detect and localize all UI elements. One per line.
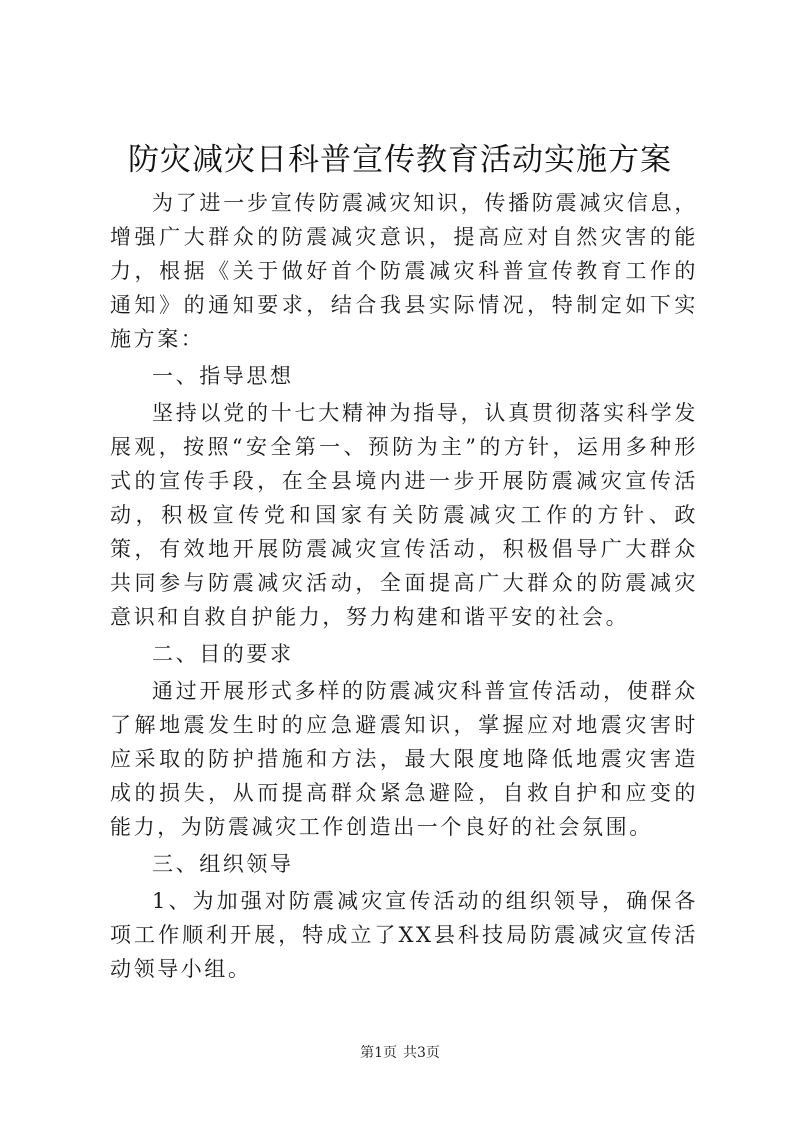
document-title: 防灾减灾日科普宣传教育活动实施方案 (128, 142, 672, 178)
organization-paragraph: 1、为加强对防震减灾宣传活动的组织领导，确保各项工作顺利开展，特成立了XX县科技局防震减灾宣传活动领导小组。 (110, 889, 698, 981)
page-total: 共3页 (403, 1045, 440, 1061)
section-heading-objectives: 二、目的要求 (152, 642, 294, 666)
section-heading-organization: 三、组织领导 (152, 852, 294, 876)
page-number: 第1页 (360, 1045, 397, 1061)
intro-paragraph: 为了进一步宣传防震减灾知识，传播防震减灾信息，增强广大群众的防震减灾意识，提高应对自然灾害的能力，根据《关于做好首个防震减灾科普宣传教育工作的通知》的通知要求，结合我县实际情况，特制定如下实施方案： (110, 191, 698, 351)
page-footer (0, 1043, 800, 1063)
document-body (110, 186, 698, 986)
section-heading-guiding-thought: 一、指导思想 (152, 364, 294, 388)
objectives-paragraph: 通过开展形式多样的防震减灾科普宣传活动，使群众了解地震发生时的应急避震知识，掌握应对地震灾害时应采取的防护措施和方法，最大限度地降低地震灾害造成的损失，从而提高群众紧急避险，自救自护和应变的能力，为防震减灾工作创造出一个良好的社会氛围。 (110, 679, 698, 839)
guiding-thought-paragraph: 坚持以党的十七大精神为指导，认真贯彻落实科学发展观，按照“安全第一、预防为主”的方针，运用多种形式的宣传手段，在全县境内进一步开展防震减灾宣传活动，积极宣传党和国家有关防震减灾工作的方针、政策，有效地开展防震减灾宣传活动，积极倡导广大群众共同参与防震减灾活动，全面提高广大群众的防震减灾意识和自救自护能力，努力构建和谐平安的社会。 (110, 401, 698, 629)
